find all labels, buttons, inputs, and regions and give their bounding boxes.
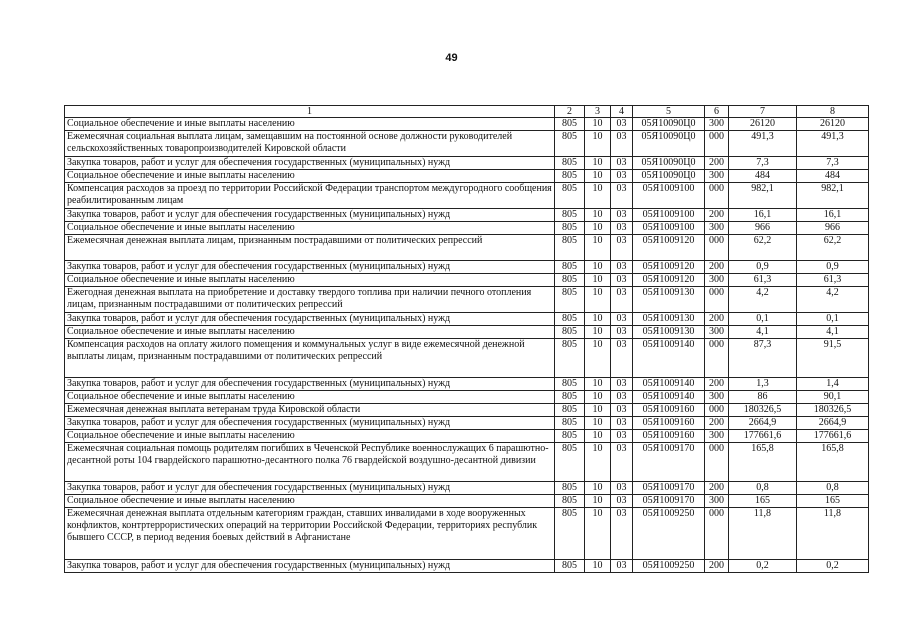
table-header-row — [65, 106, 869, 118]
row-subsection-cell: 03 — [611, 222, 633, 235]
row-subsection-cell: 03 — [611, 391, 633, 404]
row-target-article-cell: 05Я1009130 — [633, 287, 705, 313]
row-code-cell: 805 — [555, 443, 585, 482]
table-row — [65, 391, 869, 404]
row-code-cell: 805 — [555, 118, 585, 131]
header-cell: 7 — [729, 106, 797, 118]
table-row — [65, 326, 869, 339]
row-section-cell: 10 — [585, 170, 611, 183]
page-number: 49 — [445, 52, 458, 64]
row-target-article-cell: 05Я1009140 — [633, 378, 705, 391]
table-row — [65, 378, 869, 391]
table-row — [65, 170, 869, 183]
row-section-cell: 10 — [585, 183, 611, 209]
row-expense-type-cell: 000 — [705, 183, 729, 209]
table-row — [65, 157, 869, 170]
row-amount-1-cell: 62,2 — [729, 235, 797, 261]
row-name-cell: Закупка товаров, работ и услуг для обеспечения государственных (муниципальных) нужд — [65, 313, 555, 326]
row-amount-1-cell: 16,1 — [729, 209, 797, 222]
row-amount-1-cell: 484 — [729, 170, 797, 183]
row-subsection-cell: 03 — [611, 209, 633, 222]
row-subsection-cell: 03 — [611, 157, 633, 170]
row-name-cell: Социальное обеспечение и иные выплаты населению — [65, 170, 555, 183]
row-code-cell: 805 — [555, 222, 585, 235]
row-amount-2-cell: 0,8 — [797, 482, 869, 495]
table-row — [65, 274, 869, 287]
row-amount-2-cell: 90,1 — [797, 391, 869, 404]
row-section-cell: 10 — [585, 235, 611, 261]
row-subsection-cell: 03 — [611, 482, 633, 495]
row-code-cell: 805 — [555, 417, 585, 430]
row-section-cell: 10 — [585, 313, 611, 326]
row-amount-2-cell: 491,3 — [797, 131, 869, 157]
row-expense-type-cell: 300 — [705, 274, 729, 287]
row-section-cell: 10 — [585, 131, 611, 157]
row-expense-type-cell: 300 — [705, 495, 729, 508]
row-code-cell: 805 — [555, 183, 585, 209]
row-amount-1-cell: 86 — [729, 391, 797, 404]
row-amount-2-cell: 982,1 — [797, 183, 869, 209]
row-name-cell: Компенсация расходов на оплату жилого помещения и коммунальных услуг в виде ежемесячной денежной выплаты лицам, признанным пострадавшими от политических репрессий — [65, 339, 555, 378]
row-amount-1-cell: 0,2 — [729, 560, 797, 573]
row-section-cell: 10 — [585, 417, 611, 430]
row-amount-1-cell: 0,1 — [729, 313, 797, 326]
row-target-article-cell: 05Я1009170 — [633, 495, 705, 508]
row-name-cell: Социальное обеспечение и иные выплаты населению — [65, 118, 555, 131]
row-name-cell: Ежемесячная денежная выплата лицам, признанным пострадавшими от политических репрессий — [65, 235, 555, 261]
row-code-cell: 805 — [555, 313, 585, 326]
row-section-cell: 10 — [585, 287, 611, 313]
table-row — [65, 209, 869, 222]
row-expense-type-cell: 200 — [705, 209, 729, 222]
table-row — [65, 417, 869, 430]
row-subsection-cell: 03 — [611, 443, 633, 482]
row-amount-1-cell: 180326,5 — [729, 404, 797, 417]
row-amount-1-cell: 966 — [729, 222, 797, 235]
row-amount-2-cell: 7,3 — [797, 157, 869, 170]
row-code-cell: 805 — [555, 131, 585, 157]
table-row — [65, 495, 869, 508]
row-expense-type-cell: 200 — [705, 261, 729, 274]
header-cell: 3 — [585, 106, 611, 118]
row-target-article-cell: 05Я10090Ц0 — [633, 131, 705, 157]
row-target-article-cell: 05Я1009130 — [633, 313, 705, 326]
row-target-article-cell: 05Я1009250 — [633, 508, 705, 560]
row-name-cell: Ежемесячная денежная выплата ветеранам труда Кировской области — [65, 404, 555, 417]
row-amount-2-cell: 177661,6 — [797, 430, 869, 443]
row-section-cell: 10 — [585, 508, 611, 560]
row-subsection-cell: 03 — [611, 339, 633, 378]
table-row — [65, 560, 869, 573]
row-expense-type-cell: 000 — [705, 339, 729, 378]
table-row — [65, 183, 869, 209]
row-section-cell: 10 — [585, 118, 611, 131]
row-code-cell: 805 — [555, 170, 585, 183]
row-section-cell: 10 — [585, 261, 611, 274]
row-amount-2-cell: 11,8 — [797, 508, 869, 560]
row-expense-type-cell: 200 — [705, 378, 729, 391]
row-section-cell: 10 — [585, 209, 611, 222]
row-amount-1-cell: 2664,9 — [729, 417, 797, 430]
row-section-cell: 10 — [585, 482, 611, 495]
row-amount-2-cell: 2664,9 — [797, 417, 869, 430]
row-expense-type-cell: 300 — [705, 170, 729, 183]
row-name-cell: Социальное обеспечение и иные выплаты населению — [65, 495, 555, 508]
row-amount-2-cell: 484 — [797, 170, 869, 183]
table-row — [65, 287, 869, 313]
row-code-cell: 805 — [555, 157, 585, 170]
row-section-cell: 10 — [585, 495, 611, 508]
row-target-article-cell: 05Я1009120 — [633, 235, 705, 261]
row-section-cell: 10 — [585, 378, 611, 391]
row-amount-2-cell: 0,2 — [797, 560, 869, 573]
row-amount-1-cell: 11,8 — [729, 508, 797, 560]
table-row — [65, 404, 869, 417]
row-expense-type-cell: 200 — [705, 417, 729, 430]
row-subsection-cell: 03 — [611, 183, 633, 209]
row-target-article-cell: 05Я1009130 — [633, 326, 705, 339]
row-amount-2-cell: 165,8 — [797, 443, 869, 482]
row-section-cell: 10 — [585, 274, 611, 287]
row-target-article-cell: 05Я1009160 — [633, 430, 705, 443]
row-section-cell: 10 — [585, 391, 611, 404]
row-target-article-cell: 05Я1009160 — [633, 417, 705, 430]
row-section-cell: 10 — [585, 222, 611, 235]
row-amount-2-cell: 966 — [797, 222, 869, 235]
row-amount-1-cell: 4,2 — [729, 287, 797, 313]
row-section-cell: 10 — [585, 157, 611, 170]
row-code-cell: 805 — [555, 274, 585, 287]
row-expense-type-cell: 000 — [705, 287, 729, 313]
row-target-article-cell: 05Я1009170 — [633, 482, 705, 495]
row-target-article-cell: 05Я1009100 — [633, 209, 705, 222]
row-amount-1-cell: 61,3 — [729, 274, 797, 287]
table-row — [65, 118, 869, 131]
row-expense-type-cell: 000 — [705, 235, 729, 261]
table-row — [65, 508, 869, 560]
row-target-article-cell: 05Я1009140 — [633, 391, 705, 404]
row-name-cell: Закупка товаров, работ и услуг для обеспечения государственных (муниципальных) нужд — [65, 560, 555, 573]
row-subsection-cell: 03 — [611, 495, 633, 508]
row-amount-1-cell: 165 — [729, 495, 797, 508]
row-amount-2-cell: 61,3 — [797, 274, 869, 287]
row-expense-type-cell: 300 — [705, 222, 729, 235]
row-target-article-cell: 05Я1009140 — [633, 339, 705, 378]
row-target-article-cell: 05Я10090Ц0 — [633, 118, 705, 131]
row-name-cell: Ежемесячная денежная выплата отдельным категориям граждан, ставших инвалидами в ходе вооруженных конфликтов, контртеррористических операций на территории Российской Федерации, территориях республик бывшего СССР, в период ведения боевых действий в Афганистане — [65, 508, 555, 560]
table-row — [65, 222, 869, 235]
row-subsection-cell: 03 — [611, 508, 633, 560]
row-expense-type-cell: 300 — [705, 391, 729, 404]
row-amount-2-cell: 1,4 — [797, 378, 869, 391]
budget-table — [64, 105, 869, 573]
row-amount-2-cell: 4,1 — [797, 326, 869, 339]
row-name-cell: Закупка товаров, работ и услуг для обеспечения государственных (муниципальных) нужд — [65, 209, 555, 222]
table-row — [65, 339, 869, 378]
row-name-cell: Социальное обеспечение и иные выплаты населению — [65, 222, 555, 235]
row-target-article-cell: 05Я1009250 — [633, 560, 705, 573]
row-name-cell: Компенсация расходов за проезд по территории Российской Федерации транспортом междугородного сообщения реабилитированным лицам — [65, 183, 555, 209]
row-section-cell: 10 — [585, 339, 611, 378]
row-section-cell: 10 — [585, 443, 611, 482]
row-subsection-cell: 03 — [611, 287, 633, 313]
table-row — [65, 482, 869, 495]
row-subsection-cell: 03 — [611, 326, 633, 339]
row-code-cell: 805 — [555, 508, 585, 560]
row-name-cell: Ежемесячная социальная помощь родителям погибших в Чеченской Республике военнослужащих 6 парашютно-десантной роты 104 гвардейского парашютно-десантного полка 76 гвардейской воздушно-десантной дивизии — [65, 443, 555, 482]
row-expense-type-cell: 200 — [705, 560, 729, 573]
row-target-article-cell: 05Я10090Ц0 — [633, 170, 705, 183]
row-amount-1-cell: 87,3 — [729, 339, 797, 378]
header-cell: 4 — [611, 106, 633, 118]
row-amount-2-cell: 26120 — [797, 118, 869, 131]
row-subsection-cell: 03 — [611, 131, 633, 157]
row-name-cell: Социальное обеспечение и иные выплаты населению — [65, 391, 555, 404]
row-amount-2-cell: 165 — [797, 495, 869, 508]
row-target-article-cell: 05Я1009170 — [633, 443, 705, 482]
row-code-cell: 805 — [555, 378, 585, 391]
row-name-cell: Ежегодная денежная выплата на приобретение и доставку твердого топлива при наличии печного отопления лицам, признанным пострадавшими от политических репрессий — [65, 287, 555, 313]
row-code-cell: 805 — [555, 404, 585, 417]
row-amount-2-cell: 4,2 — [797, 287, 869, 313]
row-code-cell: 805 — [555, 391, 585, 404]
row-target-article-cell: 05Я10090Ц0 — [633, 157, 705, 170]
row-subsection-cell: 03 — [611, 404, 633, 417]
row-name-cell: Закупка товаров, работ и услуг для обеспечения государственных (муниципальных) нужд — [65, 378, 555, 391]
row-section-cell: 10 — [585, 560, 611, 573]
header-cell: 8 — [797, 106, 869, 118]
row-subsection-cell: 03 — [611, 313, 633, 326]
row-name-cell: Социальное обеспечение и иные выплаты населению — [65, 274, 555, 287]
row-subsection-cell: 03 — [611, 274, 633, 287]
row-code-cell: 805 — [555, 339, 585, 378]
row-code-cell: 805 — [555, 495, 585, 508]
row-amount-1-cell: 177661,6 — [729, 430, 797, 443]
row-amount-1-cell: 4,1 — [729, 326, 797, 339]
row-code-cell: 805 — [555, 430, 585, 443]
header-cell: 1 — [65, 106, 555, 118]
row-target-article-cell: 05Я1009120 — [633, 261, 705, 274]
row-code-cell: 805 — [555, 560, 585, 573]
row-target-article-cell: 05Я1009120 — [633, 274, 705, 287]
table-row — [65, 313, 869, 326]
row-name-cell: Закупка товаров, работ и услуг для обеспечения государственных (муниципальных) нужд — [65, 261, 555, 274]
row-subsection-cell: 03 — [611, 170, 633, 183]
table-row — [65, 430, 869, 443]
row-amount-2-cell: 62,2 — [797, 235, 869, 261]
row-amount-1-cell: 1,3 — [729, 378, 797, 391]
row-name-cell: Закупка товаров, работ и услуг для обеспечения государственных (муниципальных) нужд — [65, 417, 555, 430]
row-expense-type-cell: 200 — [705, 482, 729, 495]
row-expense-type-cell: 000 — [705, 131, 729, 157]
row-amount-1-cell: 7,3 — [729, 157, 797, 170]
header-cell: 2 — [555, 106, 585, 118]
row-amount-1-cell: 982,1 — [729, 183, 797, 209]
row-subsection-cell: 03 — [611, 560, 633, 573]
row-amount-2-cell: 91,5 — [797, 339, 869, 378]
table-row — [65, 443, 869, 482]
header-cell: 5 — [633, 106, 705, 118]
row-code-cell: 805 — [555, 261, 585, 274]
row-expense-type-cell: 000 — [705, 508, 729, 560]
row-expense-type-cell: 300 — [705, 326, 729, 339]
row-section-cell: 10 — [585, 326, 611, 339]
row-name-cell: Ежемесячная социальная выплата лицам, замещавшим на постоянной основе должности руководителей сельскохозяйственных товаропроизводителей Кировской области — [65, 131, 555, 157]
row-expense-type-cell: 000 — [705, 404, 729, 417]
row-section-cell: 10 — [585, 430, 611, 443]
row-amount-1-cell: 491,3 — [729, 131, 797, 157]
row-amount-1-cell: 165,8 — [729, 443, 797, 482]
row-expense-type-cell: 200 — [705, 313, 729, 326]
row-target-article-cell: 05Я1009100 — [633, 222, 705, 235]
row-target-article-cell: 05Я1009100 — [633, 183, 705, 209]
row-code-cell: 805 — [555, 482, 585, 495]
row-code-cell: 805 — [555, 287, 585, 313]
row-section-cell: 10 — [585, 404, 611, 417]
row-expense-type-cell: 000 — [705, 443, 729, 482]
row-subsection-cell: 03 — [611, 378, 633, 391]
row-amount-2-cell: 16,1 — [797, 209, 869, 222]
row-amount-1-cell: 26120 — [729, 118, 797, 131]
row-target-article-cell: 05Я1009160 — [633, 404, 705, 417]
row-expense-type-cell: 300 — [705, 430, 729, 443]
row-subsection-cell: 03 — [611, 118, 633, 131]
row-amount-2-cell: 180326,5 — [797, 404, 869, 417]
row-name-cell: Закупка товаров, работ и услуг для обеспечения государственных (муниципальных) нужд — [65, 482, 555, 495]
row-code-cell: 805 — [555, 235, 585, 261]
row-name-cell: Социальное обеспечение и иные выплаты населению — [65, 326, 555, 339]
table-row — [65, 261, 869, 274]
table-row — [65, 235, 869, 261]
row-amount-2-cell: 0,9 — [797, 261, 869, 274]
row-amount-1-cell: 0,9 — [729, 261, 797, 274]
row-subsection-cell: 03 — [611, 417, 633, 430]
row-code-cell: 805 — [555, 209, 585, 222]
row-expense-type-cell: 200 — [705, 157, 729, 170]
row-expense-type-cell: 300 — [705, 118, 729, 131]
row-subsection-cell: 03 — [611, 261, 633, 274]
header-cell: 6 — [705, 106, 729, 118]
row-amount-2-cell: 0,1 — [797, 313, 869, 326]
row-subsection-cell: 03 — [611, 430, 633, 443]
row-amount-1-cell: 0,8 — [729, 482, 797, 495]
row-subsection-cell: 03 — [611, 235, 633, 261]
row-name-cell: Социальное обеспечение и иные выплаты населению — [65, 430, 555, 443]
table-row — [65, 131, 869, 157]
row-code-cell: 805 — [555, 326, 585, 339]
row-name-cell: Закупка товаров, работ и услуг для обеспечения государственных (муниципальных) нужд — [65, 157, 555, 170]
